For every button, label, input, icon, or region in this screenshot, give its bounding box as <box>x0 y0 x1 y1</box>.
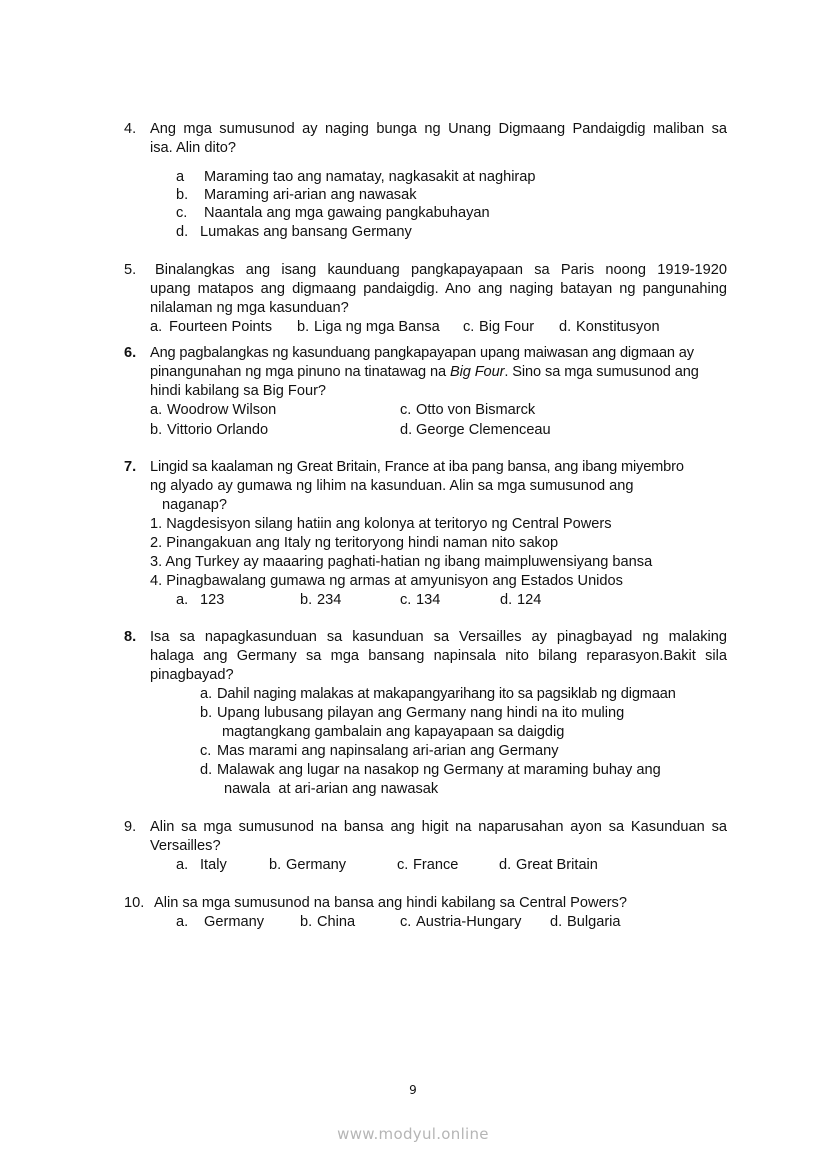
choice-text: Italy <box>200 857 227 873</box>
question-number: 7. <box>124 459 137 475</box>
choice-text: 234 <box>317 592 342 608</box>
choice-letter: a. <box>150 319 163 335</box>
choice-letter: b. <box>297 319 310 335</box>
statement-item: 2. Pinangakuan ang Italy ng teritoryong hindi naman nito sakop <box>150 535 559 551</box>
question-stem: Alin sa mga sumusunod na bansa ang hindi kabilang sa Central Powers? <box>154 895 627 911</box>
choice-letter: b. <box>300 592 313 608</box>
choice-text: George Clemenceau <box>416 422 551 438</box>
question-stem: halaga ang Germany sa mga bansang napinsala nito bilang reparasyon.Bakit sila <box>150 648 727 664</box>
question-stem: Ang mga sumusunod ay naging bunga ng Unang Digmaang Pandaigdig maliban sa <box>150 121 727 137</box>
question-stem: pinagbayad? <box>150 667 234 683</box>
question-number: 10. <box>124 895 145 911</box>
choice-letter: c. <box>400 914 412 930</box>
choice-text: Otto von Bismarck <box>416 402 536 418</box>
question-stem: Binalangkas ang isang kaunduang pangkapayapaan sa Paris noong 1919-1920 <box>155 262 727 278</box>
choice-letter: b. <box>300 914 313 930</box>
choice-letter: a. <box>200 686 213 702</box>
statement-item: 1. Nagdesisyon silang hatiin ang kolonya at teritoryo ng Central Powers <box>150 516 612 532</box>
choice-letter: d. <box>500 592 513 608</box>
choice-text: Germany <box>204 914 265 930</box>
choice-letter: c. <box>200 743 212 759</box>
question-number: 8. <box>124 629 137 645</box>
choice-text: Vittorio Orlando <box>167 422 269 438</box>
big-four-italic: Big Four <box>450 364 505 380</box>
question-stem: nilalaman ng mga kasunduan? <box>150 300 349 316</box>
choice-text: Maraming tao ang namatay, nagkasakit at naghirap <box>204 169 536 185</box>
choice-text: Mas marami ang napinsalang ari-arian ang Germany <box>217 743 559 759</box>
choice-text: Liga ng mga Bansa <box>314 319 440 335</box>
choice-letter: a. <box>150 402 163 418</box>
question-number: 9. <box>124 819 137 835</box>
statement-item: 3. Ang Turkey ay maaaring paghati-hatian ng ibang maimpluwensiyang bansa <box>150 554 653 570</box>
choice-text: Great Britain <box>516 857 598 873</box>
choice-letter: c. <box>176 205 188 221</box>
choice-text: 124 <box>517 592 542 608</box>
choice-text: 134 <box>416 592 441 608</box>
choice-text: Upang lubusang pilayan ang Germany nang hindi na ito muling <box>217 705 625 721</box>
choice-text: 123 <box>200 592 225 608</box>
choice-letter: c. <box>397 857 409 873</box>
choice-text: Lumakas ang bansang Germany <box>200 224 412 240</box>
choice-letter: a <box>176 169 185 185</box>
choice-text: Fourteen Points <box>169 319 273 335</box>
choice-text: China <box>317 914 356 930</box>
choice-letter: d. <box>550 914 563 930</box>
choice-text: Austria-Hungary <box>416 914 522 930</box>
choice-letter: b. <box>176 187 189 203</box>
choice-letter: a. <box>176 592 189 608</box>
choice-letter: b. <box>150 422 163 438</box>
choice-text: Big Four <box>479 319 535 335</box>
question-stem <box>150 363 699 381</box>
choice-text: Konstitusyon <box>576 319 660 335</box>
choice-text-continued: nawala at ari-arian ang nawasak <box>224 781 439 797</box>
question-stem: naganap? <box>162 497 227 513</box>
question-stem: upang matapos ang digmaang pandaigdig. Ano ang naging batayan ng pangunahing <box>150 281 727 297</box>
choice-letter: d. <box>200 762 213 778</box>
watermark: www.modyul.online <box>337 1125 489 1143</box>
choice-text-continued: magtangkang gambalain ang kapayapaan sa daigdig <box>222 724 565 740</box>
choice-text: Naantala ang mga gawaing pangkabuhayan <box>204 205 490 221</box>
choice-letter: d. <box>559 319 572 335</box>
choice-text: Germany <box>286 857 347 873</box>
question-number: 4. <box>124 121 137 137</box>
choice-text: Dahil naging malakas at makapangyarihang ito sa pagsiklab ng digmaan <box>217 686 676 702</box>
question-stem: Versailles? <box>150 838 221 854</box>
choice-letter: b. <box>200 705 213 721</box>
stem-text: . Sino sa mga sumusunod ang <box>504 364 699 380</box>
choice-letter: c. <box>463 319 475 335</box>
choice-letter: d. <box>400 422 413 438</box>
question-stem: Isa sa napagkasunduan sa kasunduan sa Versailles ay pinagbayad ng malaking <box>150 629 727 645</box>
question-stem: hindi kabilang sa Big Four? <box>150 383 327 399</box>
choice-letter: a. <box>176 914 189 930</box>
question-stem: ng alyado ay gumawa ng lihim na kasunduan. Alin sa mga sumusunod ang <box>150 478 634 494</box>
choice-letter: d. <box>176 224 189 240</box>
statement-item: 4. Pinagbawalang gumawa ng armas at amyunisyon ang Estados Unidos <box>150 573 623 589</box>
choice-letter: c. <box>400 592 412 608</box>
choice-text: France <box>413 857 459 873</box>
choice-letter: a. <box>176 857 189 873</box>
stem-text: pinangunahan ng mga pinuno na tinatawag na <box>150 364 450 380</box>
question-stem: isa. Alin dito? <box>150 140 236 156</box>
choice-letter: b. <box>269 857 282 873</box>
page-number: 9 <box>409 1083 417 1097</box>
question-number: 6. <box>124 345 137 361</box>
choice-text: Woodrow Wilson <box>167 402 277 418</box>
question-stem: Ang pagbalangkas ng kasunduang pangkapayapan upang maiwasan ang digmaan ay <box>150 345 694 361</box>
question-stem: Lingid sa kaalaman ng Great Britain, France at iba pang bansa, ang ibang miyembro <box>150 459 684 475</box>
choice-letter: c. <box>400 402 412 418</box>
question-stem: Alin sa mga sumusunod na bansa ang higit na naparusahan ayon sa Kasunduan sa <box>150 819 727 835</box>
choice-text: Maraming ari-arian ang nawasak <box>204 187 417 203</box>
choice-letter: d. <box>499 857 512 873</box>
question-number: 5. <box>124 262 137 278</box>
choice-text: Bulgaria <box>567 914 621 930</box>
choice-text: Malawak ang lugar na nasakop ng Germany at maraming buhay ang <box>217 762 661 778</box>
